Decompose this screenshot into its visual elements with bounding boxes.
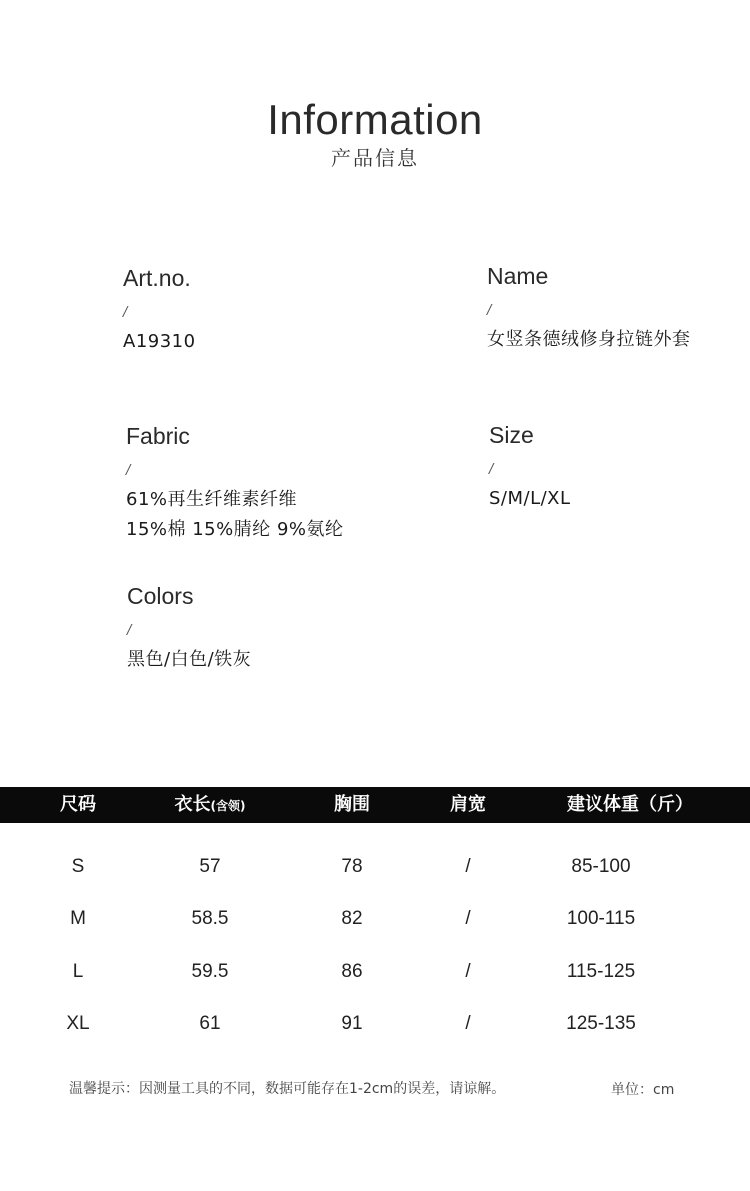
table-row <box>0 957 750 987</box>
cell-chest: 86 <box>341 961 363 982</box>
size-divider: / <box>489 462 494 477</box>
size-value: S/M/L/XL <box>489 488 571 509</box>
size-label: Size <box>489 422 534 448</box>
artno-label: Art.no. <box>123 265 191 291</box>
header-weight: 建议体重（斤） <box>567 794 693 815</box>
colors-divider: / <box>127 623 132 638</box>
colors-value: 黑色/白色/铁灰 <box>127 649 252 670</box>
unit-note: 单位：cm <box>611 1082 675 1098</box>
cell-length: 58.5 <box>191 908 229 929</box>
cell-chest: 82 <box>341 908 363 929</box>
page-subtitle: 产品信息 <box>331 146 419 170</box>
header-chest: 胸围 <box>334 794 370 815</box>
name-label: Name <box>487 263 549 289</box>
measurement-note: 温馨提示：因测量工具的不同，数据可能存在1-2cm的误差，请谅解。 <box>69 1081 506 1097</box>
info-fabric <box>126 422 344 545</box>
cell-weight: 85-100 <box>571 856 631 877</box>
cell-size: M <box>70 908 86 929</box>
info-colors <box>127 582 251 675</box>
colors-label: Colors <box>127 583 194 609</box>
header-length-label: 衣长 <box>174 794 211 815</box>
cell-chest: 91 <box>341 1013 363 1034</box>
table-row <box>0 904 750 934</box>
cell-weight: 115-125 <box>566 961 636 982</box>
cell-weight: 125-135 <box>566 1013 636 1034</box>
cell-shoulder: / <box>465 856 471 877</box>
page-title: Information <box>267 96 483 143</box>
cell-chest: 78 <box>341 856 363 877</box>
artno-divider: / <box>123 305 128 320</box>
cell-length: 59.5 <box>191 961 229 982</box>
name-value: 女竖条德绒修身拉链外套 <box>487 329 691 350</box>
cell-length: 61 <box>199 1013 221 1034</box>
cell-length: 57 <box>199 856 221 877</box>
fabric-divider: / <box>126 463 131 478</box>
header-length-note: (含领) <box>210 799 246 813</box>
cell-size: S <box>71 856 85 877</box>
fabric-line-1: 61%再生纤维素纤维 <box>126 489 298 510</box>
fabric-label: Fabric <box>126 423 190 449</box>
info-artno <box>123 264 196 357</box>
fabric-value <box>126 485 344 545</box>
table-row <box>0 852 750 882</box>
cell-shoulder: / <box>465 961 471 982</box>
artno-value: A19310 <box>123 331 196 352</box>
cell-weight: 100-115 <box>566 908 636 929</box>
cell-shoulder: / <box>465 1013 471 1034</box>
cell-size: L <box>72 961 84 982</box>
header-shoulder: 肩宽 <box>450 794 486 815</box>
size-table-header <box>0 787 750 823</box>
fabric-line-2: 15%棉 15%腈纶 9%氨纶 <box>126 519 344 540</box>
info-size <box>489 421 571 514</box>
header-length <box>160 787 260 823</box>
cell-size: XL <box>66 1013 90 1034</box>
info-name <box>487 262 691 355</box>
cell-shoulder: / <box>465 908 471 929</box>
header-size: 尺码 <box>60 794 96 815</box>
table-row <box>0 1009 750 1039</box>
name-divider: / <box>487 303 492 318</box>
